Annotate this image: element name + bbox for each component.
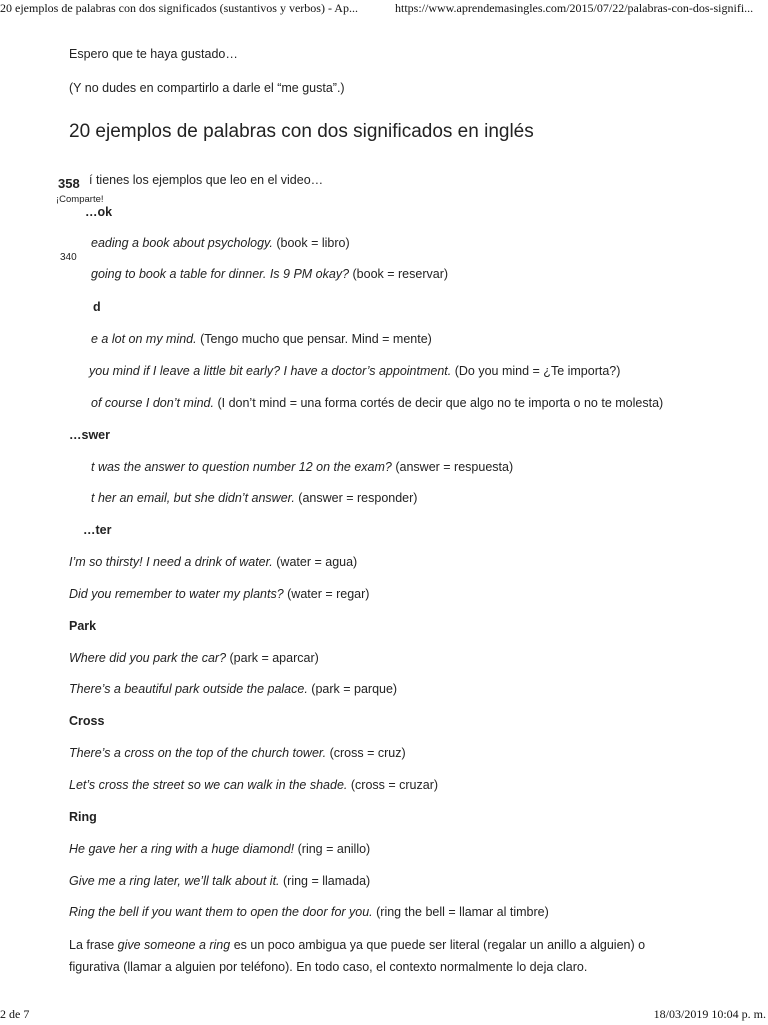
intro-line-1: Espero que te haya gustado…	[69, 47, 238, 61]
word-title-cross: Cross	[69, 714, 105, 728]
intro-line-2: (Y no dudes en compartirlo a darle el “me gusta”.)	[69, 81, 345, 95]
lead-line: í tienes los ejemplos que leo en el video…	[89, 173, 324, 187]
print-footer	[0, 1007, 768, 1025]
example-line: I’m so thirsty! I need a drink of water. (water = agua)	[69, 555, 358, 569]
word-title-park: Park	[69, 619, 97, 633]
example-line: Let’s cross the street so we can walk in the shade. (cross = cruzar)	[69, 778, 439, 792]
example-line: you mind if I leave a little bit early? I have a doctor’s appointment. (Do you mind = ¿Te importa?)	[89, 364, 621, 378]
example-line: Give me a ring later, we’ll talk about it. (ring = llamada)	[69, 874, 371, 888]
closing-paragraph: La frase give someone a ring es un poco ambigua ya que puede ser literal (regalar un anillo a alguien) o figurativa (llamar a alguien por teléfono). En todo caso, el contexto normalmente lo deja claro.	[69, 938, 646, 974]
word-title-water: …ter	[83, 523, 112, 537]
word-title-answer: …swer	[69, 428, 110, 442]
example-line: Where did you park the car? (park = aparcar)	[69, 651, 319, 665]
example-line: He gave her a ring with a huge diamond! (ring = anillo)	[69, 842, 371, 856]
example-line: going to book a table for dinner. Is 9 PM okay? (book = reservar)	[91, 267, 449, 281]
section-heading: 20 ejemplos de palabras con dos significados en inglés	[69, 121, 534, 142]
word-title-ring: Ring	[69, 810, 97, 824]
share-label[interactable]: ¡Comparte!	[56, 194, 104, 205]
word-title-mind: d	[93, 300, 101, 314]
print-header	[0, 0, 768, 18]
example-line: of course I don’t mind. (I don’t mind = una forma cortés de decir que algo no te importa o no te molesta)	[91, 396, 664, 410]
print-footer-date: 18/03/2019 10:04 p. m.	[653, 1007, 766, 1021]
example-line: t her an email, but she didn’t answer. (answer = responder)	[91, 491, 418, 505]
print-footer-page: 2 de 7	[0, 1007, 30, 1021]
share-count-secondary: 340	[60, 252, 77, 263]
example-line: eading a book about psychology. (book = libro)	[91, 236, 350, 250]
example-line: Did you remember to water my plants? (water = regar)	[69, 587, 370, 601]
print-header-url: https://www.aprendemasingles.com/2015/07/22/palabras-con-dos-signifi...	[395, 1, 754, 15]
print-header-title: 20 ejemplos de palabras con dos significados (sustantivos y verbos) - Ap...	[0, 1, 358, 15]
example-line: Ring the bell if you want them to open the door for you. (ring the bell = llamar al timbre)	[69, 905, 549, 919]
example-line: There’s a cross on the top of the church tower. (cross = cruz)	[69, 746, 406, 760]
example-line: t was the answer to question number 12 on the exam? (answer = respuesta)	[91, 460, 514, 474]
example-line: There’s a beautiful park outside the palace. (park = parque)	[69, 682, 398, 696]
share-count: 358	[58, 176, 80, 191]
word-title-book: …ok	[85, 205, 113, 219]
example-line: e a lot on my mind. (Tengo mucho que pensar. Mind = mente)	[91, 332, 432, 346]
